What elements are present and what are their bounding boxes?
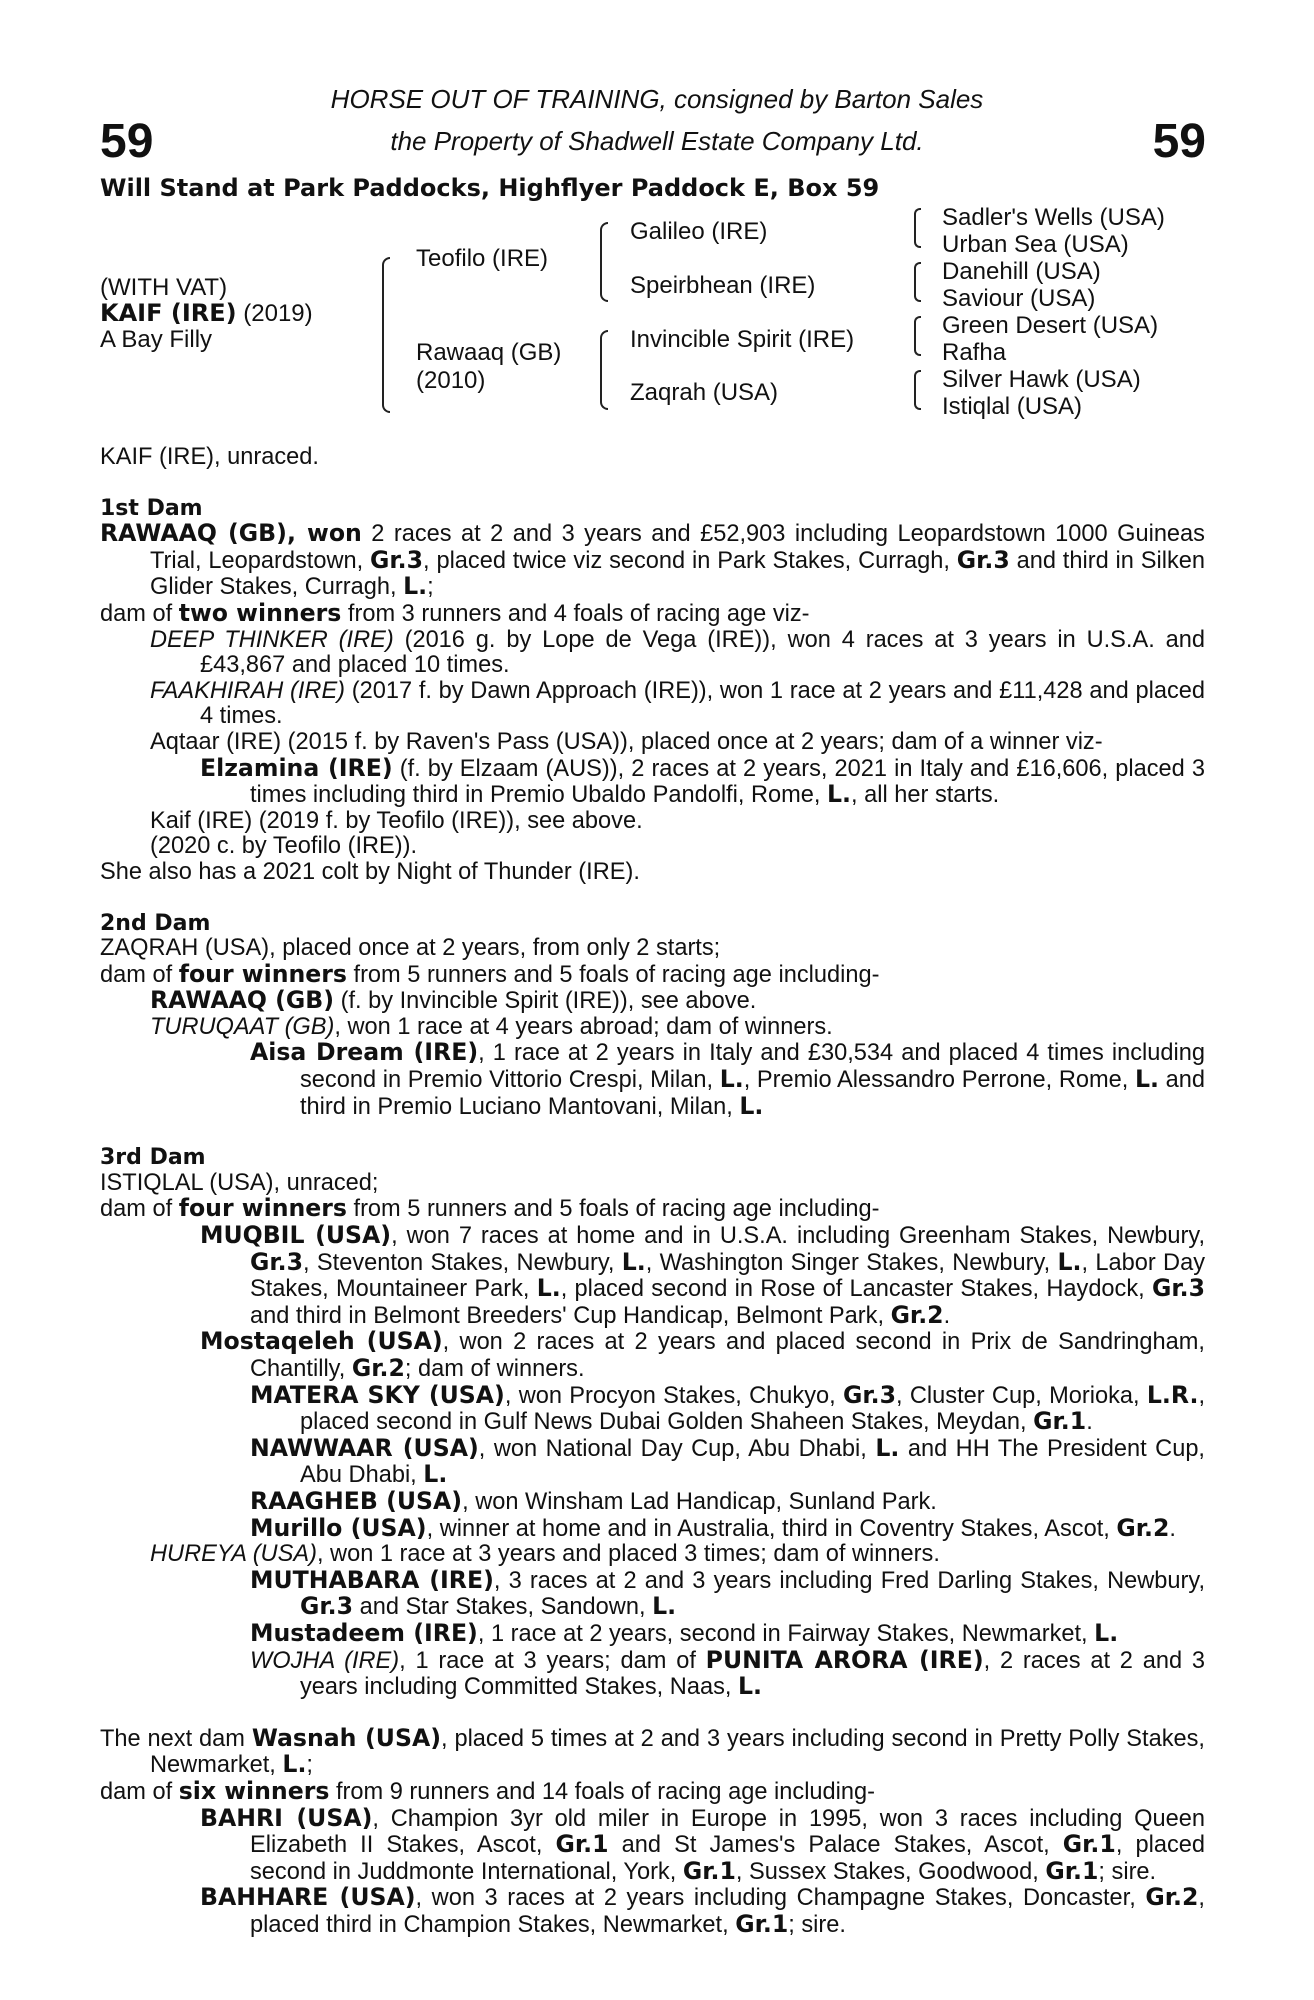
text-run: , won Winsham Lad Handicap, Sunland Park. bbox=[462, 1488, 937, 1515]
dam-sire-dam: Rafha bbox=[942, 339, 1007, 366]
vendor-line: the Property of Shadwell Estate Company Ltd. bbox=[390, 126, 924, 156]
bold-text: four winners bbox=[178, 959, 347, 988]
pedigree-line bbox=[100, 1433, 1205, 1489]
text-run: , Premio Alessandro Perrone, Rome, bbox=[743, 1067, 1135, 1094]
text-run: ISTIQLAL (USA), unraced; bbox=[100, 1169, 379, 1196]
foaling-year: (2019) bbox=[236, 300, 313, 327]
text-run: ; dam of winners. bbox=[404, 1356, 585, 1382]
bold-text: Mustadeem (IRE) bbox=[250, 1618, 478, 1647]
dam-dam-sire: Silver Hawk (USA) bbox=[942, 366, 1141, 393]
dam: Rawaaq (GB) bbox=[416, 339, 562, 366]
pedigree-line bbox=[100, 1040, 1205, 1120]
bold-text: Gr.2 bbox=[351, 1354, 405, 1382]
sire-dam: Speirbhean (IRE) bbox=[630, 272, 816, 299]
bold-text: L.R. bbox=[1146, 1380, 1199, 1409]
bold-text: L. bbox=[536, 1274, 561, 1303]
next-dam-lines bbox=[100, 1723, 1205, 1939]
first-dam-produce bbox=[100, 628, 1205, 886]
brace-ss bbox=[914, 208, 921, 248]
pedigree-line bbox=[100, 959, 1205, 989]
bold-text: Gr.2 bbox=[1116, 1513, 1170, 1542]
brace-dd bbox=[914, 370, 921, 410]
bold-text: L. bbox=[1057, 1247, 1082, 1276]
text-run: , won 7 races at home and in U.S.A. including Greenham Stakes, Newbury, bbox=[391, 1223, 1205, 1250]
text-run: , placed second in Juddmonte International, York, bbox=[250, 1832, 1205, 1885]
text-run: and Star Stakes, Sandown, bbox=[353, 1594, 653, 1621]
text-run: , placed second in Gulf News Dubai Golden Shaheen Stakes, Meydan, bbox=[300, 1382, 1205, 1436]
text-run: , 2 races at 2 and 3 years including Committed Stakes, Naas, bbox=[300, 1647, 1205, 1701]
text-run: , placed twice viz second in Park Stakes, Curragh, bbox=[423, 547, 957, 574]
italic-text: FAAKHIRAH (IRE) bbox=[150, 677, 346, 704]
horse-name: KAIF (IRE) bbox=[100, 299, 237, 327]
pedigree-line bbox=[100, 809, 1205, 835]
text-run: , won 3 races at 2 years including Champagne Stakes, Doncaster, bbox=[415, 1885, 1146, 1912]
bold-text: Mostaqeleh (USA) bbox=[200, 1327, 443, 1356]
text-run: from 5 runners and 5 foals of racing age including- bbox=[346, 961, 880, 988]
text-run: and St James's Palace Stakes, Ascot, bbox=[608, 1832, 1063, 1859]
bold-text: Gr.1 bbox=[682, 1856, 736, 1885]
bold-text: L. bbox=[403, 572, 428, 601]
text-run: dam of bbox=[100, 961, 179, 988]
text-run: , won 2 races at 2 years and placed second in Prix de Sandringham, Chantilly, bbox=[250, 1329, 1205, 1382]
text-run: and third in Belmont Breeders' Cup Handicap, Belmont Park, bbox=[250, 1302, 891, 1329]
second-dam-heading: 2nd Dam bbox=[100, 910, 211, 936]
bold-text: Gr.1 bbox=[555, 1830, 609, 1859]
text-run: ZAQRAH (USA), placed once at 2 years, from only 2 starts; bbox=[100, 935, 721, 962]
bold-text: Gr.1 bbox=[1062, 1830, 1116, 1859]
pedigree-line bbox=[100, 936, 1205, 962]
pedigree-line bbox=[100, 1015, 1205, 1041]
text-run: Aqtaar (IRE) (2015 f. by Raven's Pass (USA)), placed once at 2 years; dam of a winner viz- bbox=[150, 728, 1103, 755]
text-run: (f. by Invincible Spirit (IRE)), see above. bbox=[334, 988, 757, 1015]
pedigree-line bbox=[100, 1723, 1205, 1779]
text-run: and third in Silken Glider Stakes, Curragh, bbox=[150, 547, 1205, 601]
text-run: dam of bbox=[100, 1778, 179, 1805]
text-run: ; sire. bbox=[1098, 1858, 1157, 1885]
bold-text: MUQBIL (USA) bbox=[200, 1221, 392, 1250]
text-run: , all her starts. bbox=[851, 782, 1000, 809]
pedigree-line bbox=[100, 988, 1205, 1015]
bold-text: NAWWAAR (USA) bbox=[250, 1433, 479, 1462]
brace-ds bbox=[914, 316, 921, 356]
racing-record: KAIF (IRE), unraced. bbox=[100, 444, 319, 470]
bold-text: Gr.3 bbox=[300, 1592, 354, 1621]
text-run: . bbox=[1086, 1409, 1093, 1436]
text-run: ; bbox=[306, 1752, 313, 1779]
bold-text: L. bbox=[1134, 1065, 1159, 1094]
bold-text: BAHRI (USA) bbox=[200, 1803, 373, 1832]
bold-text: Gr.2 bbox=[890, 1300, 944, 1329]
brace-sd bbox=[914, 262, 921, 302]
dam-year: (2010) bbox=[416, 367, 486, 394]
dam-sire: Invincible Spirit (IRE) bbox=[630, 326, 855, 353]
bold-text: Gr.3 bbox=[370, 545, 424, 574]
first-dam-summary bbox=[100, 521, 1205, 601]
pedigree-line bbox=[100, 1776, 1205, 1806]
bold-text: L. bbox=[827, 780, 852, 809]
dam-dam-dam: Istiqlal (USA) bbox=[942, 393, 1083, 420]
third-dam-lines bbox=[100, 1171, 1205, 1701]
bold-text: Gr.3 bbox=[1151, 1274, 1205, 1303]
text-run: Kaif (IRE) (2019 f. by Teofilo (IRE)), see above. bbox=[150, 807, 643, 834]
bold-text: RAWAAQ (GB) bbox=[150, 986, 335, 1015]
bold-text: L. bbox=[1094, 1618, 1119, 1647]
text-run: dam of bbox=[100, 1196, 179, 1223]
text-run: , placed third in Champion Stakes, Newmarket, bbox=[250, 1885, 1205, 1938]
text-run: , Washington Singer Stakes, Newbury, bbox=[645, 1249, 1058, 1276]
text-run: from 5 runners and 5 foals of racing age including- bbox=[346, 1196, 880, 1223]
bold-text: Gr.1 bbox=[1033, 1407, 1087, 1436]
text-run: (2017 f. by Dawn Approach (IRE)), won 1 race at 2 years and £11,428 and placed 4 times. bbox=[200, 677, 1205, 730]
horse-description: A Bay Filly bbox=[100, 326, 213, 353]
pedigree-line bbox=[100, 1803, 1205, 1886]
dam-dam: Zaqrah (USA) bbox=[630, 379, 779, 406]
brace-sire bbox=[600, 222, 608, 302]
text-run: ; bbox=[427, 574, 434, 601]
text-run: , Champion 3yr old miler in Europe in 1995, won 3 races including Queen Elizabeth II Stakes, Ascot, bbox=[250, 1805, 1205, 1859]
pedigree-line bbox=[100, 1542, 1205, 1568]
second-dam-lines bbox=[100, 936, 1205, 1120]
pedigree-line bbox=[100, 1380, 1205, 1436]
pedigree-line bbox=[100, 1171, 1205, 1197]
pedigree-line bbox=[100, 628, 1205, 679]
third-dam-heading: 3rd Dam bbox=[100, 1145, 206, 1171]
stand-location: Will Stand at Park Paddocks, Highflyer Paddock E, Box 59 bbox=[100, 174, 880, 202]
vat-note: (WITH VAT) bbox=[100, 274, 228, 301]
sire-sire-dam: Urban Sea (USA) bbox=[942, 231, 1129, 258]
text-run: 2 races at 2 and 3 years and £52,903 including Leopardstown 1000 Guineas Trial, Leopardstown, bbox=[150, 521, 1205, 574]
bold-text: L. bbox=[737, 1672, 762, 1701]
bold-text: six winners bbox=[178, 1776, 330, 1805]
text-run: The next dam bbox=[100, 1725, 252, 1752]
bold-text: two winners bbox=[178, 598, 342, 627]
bold-text: Gr.1 bbox=[1045, 1856, 1099, 1885]
text-run: , won 1 race at 4 years abroad; dam of winners. bbox=[334, 1013, 833, 1040]
brace-dam bbox=[600, 330, 608, 410]
sire-dam-dam: Saviour (USA) bbox=[942, 285, 1096, 312]
text-run: , Cluster Cup, Morioka, bbox=[896, 1382, 1147, 1409]
bold-text: L. bbox=[652, 1592, 677, 1621]
horse-name-line bbox=[100, 300, 313, 327]
text-run: , placed second in Rose of Lancaster Stakes, Haydock, bbox=[560, 1276, 1152, 1303]
text-run: , Labor Day Stakes, Mountaineer Park, bbox=[250, 1249, 1205, 1303]
text-run: (2020 c. by Teofilo (IRE)). bbox=[150, 833, 418, 860]
bold-text: BAHHARE (USA) bbox=[200, 1883, 416, 1912]
bold-text: Gr.1 bbox=[735, 1909, 789, 1938]
pedigree-line bbox=[100, 1196, 1205, 1223]
bold-text: Gr.3 bbox=[250, 1247, 304, 1276]
text-run: from 3 runners and 4 foals of racing age viz- bbox=[341, 600, 810, 627]
bold-text: RAWAAQ (GB), won bbox=[100, 519, 362, 548]
italic-text: DEEP THINKER (IRE) bbox=[150, 626, 394, 653]
sire-dam-sire: Danehill (USA) bbox=[942, 258, 1101, 285]
text-run: , won 1 race at 3 years and placed 3 times; dam of winners. bbox=[316, 1541, 940, 1568]
catalogue-text bbox=[100, 445, 1205, 1938]
pedigree-line bbox=[100, 834, 1205, 860]
bold-text: RAAGHEB (USA) bbox=[250, 1486, 463, 1515]
text-run: , won National Day Cup, Abu Dhabi, bbox=[478, 1435, 876, 1462]
bold-text: L. bbox=[423, 1460, 448, 1489]
bold-text: MUTHABARA (IRE) bbox=[250, 1565, 494, 1594]
bold-text: Elzamina (IRE) bbox=[200, 753, 393, 782]
text-run: . bbox=[943, 1302, 951, 1329]
bold-text: Aisa Dream (IRE) bbox=[250, 1038, 479, 1067]
bold-text: Murillo (USA) bbox=[250, 1513, 427, 1542]
pedigree-line bbox=[100, 1329, 1205, 1382]
pedigree-line bbox=[100, 1565, 1205, 1621]
text-run: and third in Premio Luciano Mantovani, Milan, bbox=[300, 1067, 1205, 1120]
text-run: (f. by Elzaam (AUS)), 2 races at 2 years, 2021 in Italy and £16,606, placed 3 times including third in Premio Ubaldo Pandolfi, Rome, bbox=[250, 755, 1205, 809]
pedigree-line bbox=[100, 753, 1205, 809]
text-run: She also has a 2021 colt by Night of Thunder (IRE). bbox=[100, 858, 640, 885]
text-run: , winner at home and in Australia, third in Coventry Stakes, Ascot, bbox=[426, 1515, 1117, 1542]
text-run: , 1 race at 3 years; dam of bbox=[399, 1647, 706, 1674]
bold-text: L. bbox=[282, 1750, 307, 1779]
lot-number-right: 59 bbox=[1152, 115, 1206, 168]
text-run: , placed 5 times at 2 and 3 years including second in Pretty Polly Stakes, Newmarket, bbox=[150, 1725, 1205, 1779]
lot-number-left: 59 bbox=[100, 115, 154, 168]
text-run: dam of bbox=[100, 600, 179, 627]
sire-sire-sire: Sadler's Wells (USA) bbox=[942, 204, 1165, 231]
bold-text: L. bbox=[739, 1091, 764, 1120]
text-run: (2016 g. by Lope de Vega (IRE)), won 4 races at 3 years in U.S.A. and £43,867 and placed 10 times. bbox=[200, 626, 1205, 679]
text-run: , 1 race at 2 years, second in Fairway Stakes, Newmarket, bbox=[477, 1620, 1095, 1647]
dam-sire-sire: Green Desert (USA) bbox=[942, 312, 1159, 339]
text-run: ; sire. bbox=[788, 1911, 846, 1938]
pedigree-line bbox=[100, 860, 1205, 886]
sire-sire: Galileo (IRE) bbox=[630, 218, 768, 245]
text-run: , 1 race at 2 years in Italy and £30,534 and placed 4 times including second in Premio Vittorio Crespi, Milan, bbox=[300, 1040, 1205, 1094]
bold-text: four winners bbox=[178, 1194, 347, 1223]
first-dam-dam-of bbox=[100, 598, 1205, 628]
pedigree-line bbox=[100, 1618, 1205, 1648]
bold-text: MATERA SKY (USA) bbox=[250, 1380, 505, 1409]
pedigree-line bbox=[100, 730, 1205, 756]
bold-text: L. bbox=[621, 1247, 646, 1276]
italic-text: HUREYA (USA) bbox=[150, 1541, 317, 1568]
bold-text: L. bbox=[875, 1433, 900, 1462]
bold-text: Wasnah (USA) bbox=[251, 1723, 441, 1752]
italic-text: TURUQAAT (GB) bbox=[150, 1013, 335, 1040]
bold-text: Gr.2 bbox=[1145, 1883, 1199, 1912]
first-dam-heading: 1st Dam bbox=[100, 495, 203, 521]
text-run: from 9 runners and 14 foals of racing age including- bbox=[329, 1778, 876, 1805]
pedigree-line bbox=[100, 1885, 1205, 1938]
pedigree-line bbox=[100, 1223, 1205, 1329]
italic-text: WOJHA (IRE) bbox=[250, 1647, 400, 1674]
brace-gen1 bbox=[382, 257, 390, 413]
pedigree-line bbox=[100, 1513, 1205, 1543]
bold-text: Gr.3 bbox=[956, 545, 1010, 574]
bold-text: L. bbox=[719, 1065, 744, 1094]
pedigree-line bbox=[100, 1486, 1205, 1516]
text-run: , Sussex Stakes, Goodwood, bbox=[735, 1858, 1046, 1885]
bold-text: PUNITA ARORA (IRE) bbox=[705, 1645, 984, 1674]
text-run: . bbox=[1169, 1515, 1176, 1542]
text-run: , Steventon Stakes, Newbury, bbox=[303, 1249, 622, 1276]
text-run: , 3 races at 2 and 3 years including Fred Darling Stakes, Newbury, bbox=[493, 1567, 1205, 1594]
sire: Teofilo (IRE) bbox=[416, 245, 549, 272]
bold-text: Gr.3 bbox=[843, 1380, 897, 1409]
pedigree-line bbox=[100, 1645, 1205, 1701]
pedigree-line bbox=[100, 679, 1205, 730]
consignor-line: HORSE OUT OF TRAINING, consigned by Barton Sales bbox=[330, 84, 984, 114]
text-run: , won Procyon Stakes, Chukyo, bbox=[504, 1382, 843, 1409]
text-run: and HH The President Cup, Abu Dhabi, bbox=[300, 1435, 1205, 1489]
